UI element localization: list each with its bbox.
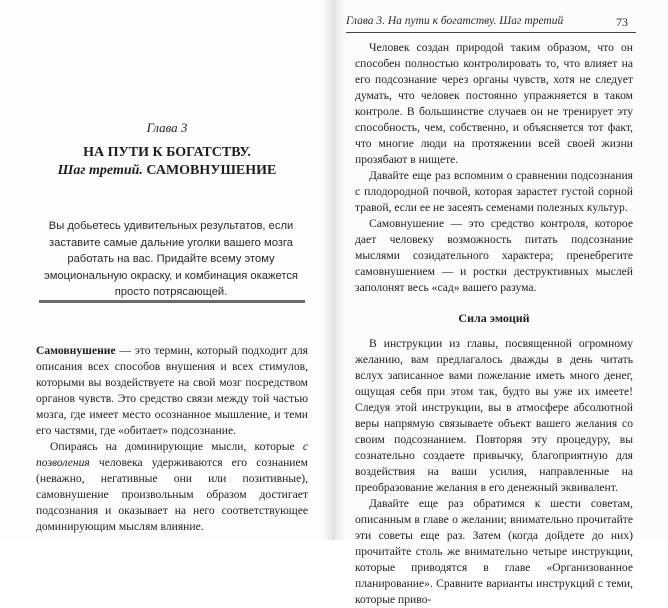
running-header: Глава 3. На пути к богатству. Шаг третий xyxy=(346,15,564,27)
section-heading: Сила эмоций xyxy=(458,311,530,325)
paragraph: Давайте еще раз обратимся к шести советам, описанным в главе о желании; внимательно прочитайте эти советы еще раз. Затем (когда дойдете до них) прочитайте столь же внимательно четыре инструкции, которые приводятся в главе «Организованное планирование». Сравните варианты инструкций с теми, которые приво- xyxy=(355,497,633,606)
paragraph xyxy=(36,439,308,535)
left-body-text xyxy=(36,343,308,535)
paragraph-text: Опираясь на доминирующие мысли, которые xyxy=(50,440,303,453)
chapter-subtitle-topic: САМОВНУШЕНИЕ xyxy=(146,163,277,178)
paragraph xyxy=(36,343,308,439)
chapter-subtitle xyxy=(0,162,334,179)
right-body-text xyxy=(355,40,633,608)
term-autosuggestion: Самовнушение xyxy=(36,344,116,357)
chapter-label: Глава 3 xyxy=(146,120,188,135)
paragraph: Человек создан природой таким образом, что он способен полностью контролировать то, что влияет на его подсознание через органы чувств, хотя не следует думать, что человек постоянно упражняется в таком контроле. В большинстве случаев он не тренирует эту способность, чем, собственно, и объясняется тот факт, что многие люди на протяжении всей своей жизни прозябают в нищете. xyxy=(355,41,633,166)
paragraph-text: человека удерживаются его сознанием (неважно, негативные они или позитивные), самовнушение произвольным образом достигает подсознания и оказывает на него соответствующее доминирующим мыслям влияние. xyxy=(36,456,308,533)
paragraph: Самовнушение — это средство контроля, которое дает человеку возможность питать подсознание мыслями созидательного характера; пренебрегите самовнушением — и ростки деструктивных мыслей заполонят весь «сад» вашего разума. xyxy=(355,217,633,294)
chapter-subtitle-step: Шаг третий. xyxy=(57,163,143,178)
page-number: 73 xyxy=(616,15,628,29)
paragraph-emphasis: с позволения xyxy=(36,440,308,469)
epigraph-divider xyxy=(39,300,305,303)
paragraph: В инструкции из главы, посвященной огромному желанию, вам предлагалось дважды в день читать вслух записанное вами пожелание иметь много денег, ощущая себя при этом так, будто вы уже их имеете! Следуя этой инструкции, вы в атмосфере абсолютной веры напрямую связываете объект вашего желания со своим подсознанием. Повторяя эту процедуру, вы сознательно создаете привычку, благоприятную для воздействия на ваши усилия, направленные на преобразование желания в его денежный эквивалент. xyxy=(355,337,633,494)
header-divider xyxy=(346,32,636,33)
paragraph: Давайте еще раз вспомним о сравнении подсознания с плодородной почвой, которая зарастет густой сорной травой, если ее не засеять семенами полезных культур. xyxy=(355,169,633,214)
chapter-title: НА ПУТИ К БОГАТСТВУ. xyxy=(83,145,251,160)
epigraph: Вы добьетесь удивительных результатов, если заставите самые дальние уголки вашего мозга работать на вас. Придайте всему этому эмоциональную окраску, и комбинация окажется просто потрясающей. xyxy=(43,220,298,299)
paragraph-text: — это термин, который подходит для описания всех способов внушения и всех стимулов, которыми вы воздействуете на свой мозг посредством органов чувств. Это средство связи между той частью мозга, где имеет место осознанное мышление, и теми его частями, где «обитает» подсознание. xyxy=(36,344,308,437)
